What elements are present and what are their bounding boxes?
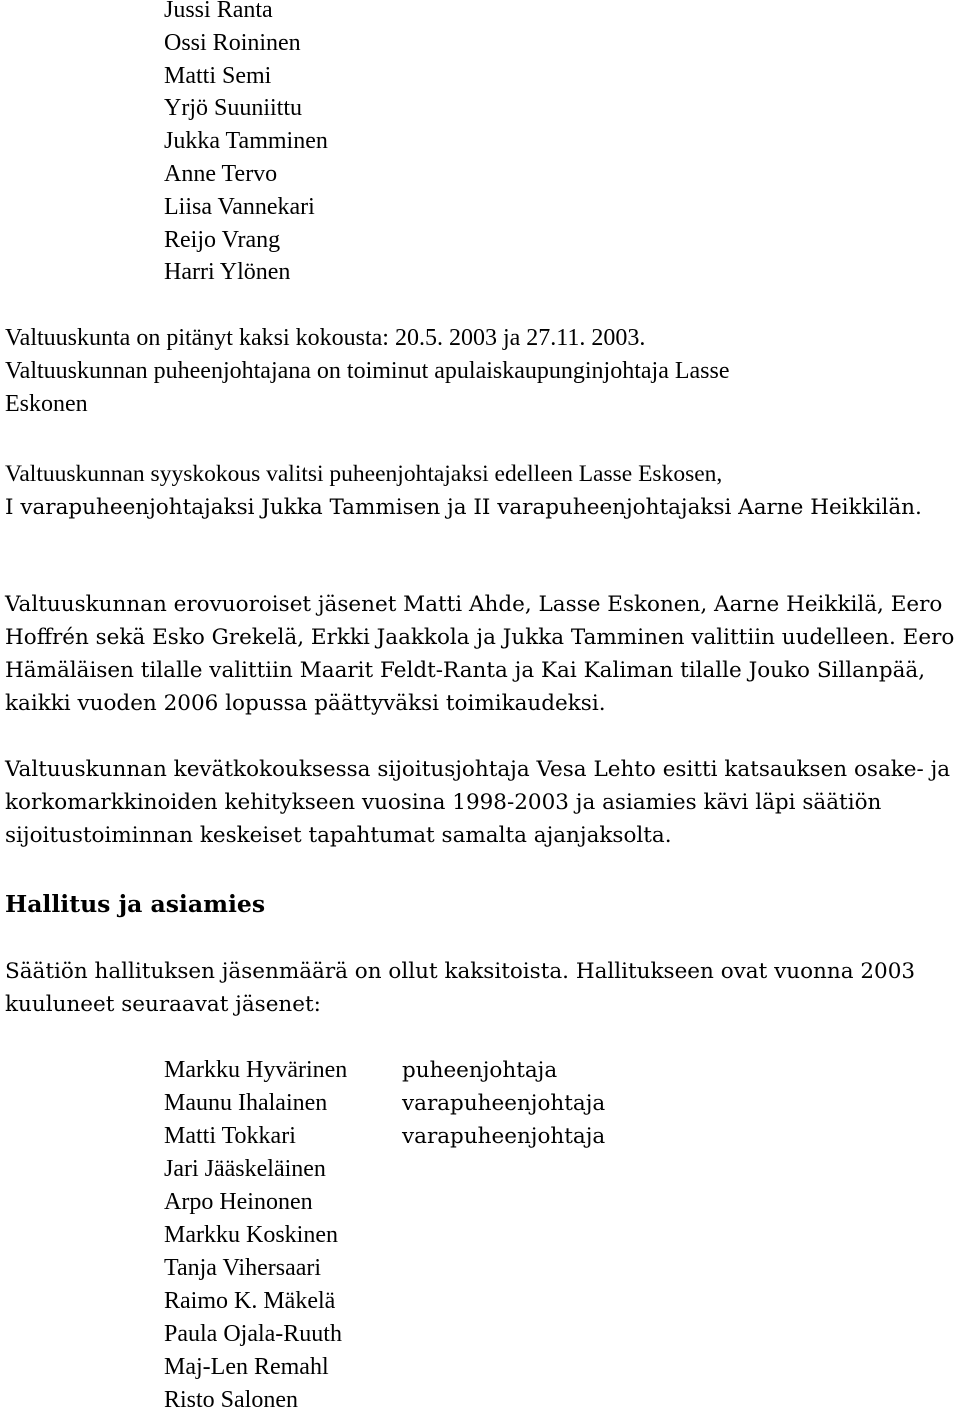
board-member-row <box>164 1252 605 1285</box>
board-member-role <box>402 1285 605 1318</box>
board-member-row <box>164 1384 605 1417</box>
board-member-role: puheenjohtaja <box>402 1058 558 1083</box>
council-member-name: Yrjö Suuniittu <box>164 95 303 122</box>
board-member-name: Raimo K. Mäkelä <box>164 1288 336 1314</box>
meetings-line: Valtuuskunnan puheenjohtajana on toiminut apulaiskaupunginjohtaja Lasse <box>5 358 730 384</box>
board-members-table <box>164 1054 605 1417</box>
meetings-line: Valtuuskunta on pitänyt kaksi kokousta: 20.5. 2003 ja 27.11. 2003. <box>5 325 646 351</box>
board-member-role: varapuheenjohtaja <box>402 1124 606 1149</box>
members-in-turn-paragraph: Valtuuskunnan erovuoroiset jäsenet Matti Ahde, Lasse Eskonen, Aarne Heikkilä, Eero Hoffrén sekä Esko Grekelä, Erkki Jaakkola ja Jukka Tamminen valittiin uudelleen. Eero Hämäläisen tilalle valittiin Maarit Feldt-Ranta ja Kai Kaliman tilalle Jouko Sillanpää, kaikki vuoden 2006 lopussa päättyväksi toimikaudeksi. <box>5 592 955 716</box>
board-heading: Hallitus ja asiamies <box>5 890 266 918</box>
board-member-role <box>402 1153 605 1186</box>
board-member-row <box>164 1054 605 1087</box>
board-member-name: Markku Koskinen <box>164 1222 338 1248</box>
board-member-row <box>164 1153 605 1186</box>
board-member-row <box>164 1318 605 1351</box>
board-member-row <box>164 1219 605 1252</box>
board-member-name: Markku Hyvärinen <box>164 1057 348 1083</box>
council-member-name: Jussi Ranta <box>164 0 273 23</box>
board-member-name: Paula Ojala-Ruuth <box>164 1321 342 1347</box>
council-member-name: Jukka Tamminen <box>164 128 328 155</box>
board-member-row <box>164 1087 605 1120</box>
board-member-name: Maj-Len Remahl <box>164 1354 329 1380</box>
board-member-row <box>164 1351 605 1384</box>
board-intro-paragraph: Säätiön hallituksen jäsenmäärä on ollut kaksitoista. Hallitukseen ovat vuonna 2003 kuuluneet seuraavat jäsenet: <box>5 959 916 1017</box>
council-member-name: Liisa Vannekari <box>164 193 315 220</box>
council-member-name: Matti Semi <box>164 62 272 89</box>
autumn-meeting-paragraph <box>5 458 955 524</box>
spring-meeting-paragraph: Valtuuskunnan kevätkokouksessa sijoitusjohtaja Vesa Lehto esitti katsauksen osake- ja korkomarkkinoiden kehitykseen vuosina 1998-2003 ja asiamies kävi läpi säätiön sijoitustoiminnan keskeiset tapahtumat samalta ajanjaksolta. <box>5 757 951 848</box>
board-member-name: Tanja Vihersaari <box>164 1255 322 1281</box>
board-member-name: Jari Jääskeläinen <box>164 1156 326 1182</box>
meetings-line: Eskonen <box>5 391 88 417</box>
council-member-name: Ossi Roininen <box>164 29 301 56</box>
board-member-name: Maunu Ihalainen <box>164 1090 328 1116</box>
board-member-role <box>402 1219 605 1252</box>
council-member-name: Reijo Vrang <box>164 226 281 253</box>
autumn-meeting-text: I varapuheenjohtajaksi Jukka Tammisen ja II varapuheenjohtajaksi Aarne Heikkilän. <box>5 495 922 520</box>
meetings-paragraph <box>5 322 955 421</box>
board-member-name: Matti Tokkari <box>164 1123 296 1149</box>
board-member-row <box>164 1120 605 1153</box>
board-member-row <box>164 1285 605 1318</box>
board-member-name: Arpo Heinonen <box>164 1189 313 1215</box>
board-member-row <box>164 1186 605 1219</box>
council-member-name: Harri Ylönen <box>164 259 291 286</box>
board-member-role <box>402 1318 605 1351</box>
board-member-role: varapuheenjohtaja <box>402 1091 606 1116</box>
council-member-list <box>164 0 328 289</box>
board-member-role <box>402 1186 605 1219</box>
board-member-role <box>402 1384 605 1417</box>
board-member-name: Risto Salonen <box>164 1387 299 1413</box>
board-member-role <box>402 1252 605 1285</box>
council-member-name: Anne Tervo <box>164 160 278 187</box>
autumn-meeting-text: Valtuuskunnan syyskokous valitsi puheenjohtajaksi edelleen Lasse Eskosen, <box>5 461 723 487</box>
board-member-role <box>402 1351 605 1384</box>
